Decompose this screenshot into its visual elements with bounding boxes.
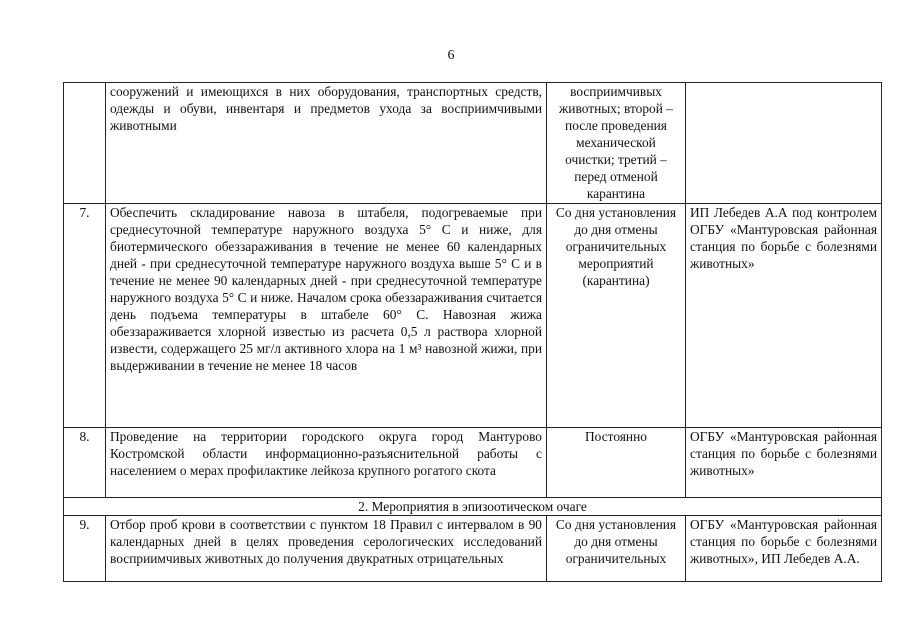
- page-number: 6: [447, 48, 455, 63]
- row-term: Постоянно: [547, 428, 686, 498]
- row-number: 7.: [64, 204, 106, 428]
- row-term: [547, 516, 686, 582]
- row-term: Со дня установления до дня отмены ограничительных мероприятий (карантина): [547, 204, 686, 428]
- row-number: 9.: [64, 516, 106, 582]
- row-number: [64, 83, 106, 204]
- row-number: 8.: [64, 428, 106, 498]
- row-action: [106, 516, 547, 582]
- row-responsible: [686, 83, 882, 204]
- row-responsible: ОГБУ «Мантуровская районная станция по борьбе с болезнями животных»: [686, 428, 882, 498]
- row-action: Обеспечить складирование навоза в штабеля, подогреваемые при среднесуточной температуре наружного воздуха 5° С и ниже, для биотермического обеззараживания в течение не менее 60 календарных дней - при среднесуточной температуре наружного воздуха выше 5° С и в течение не менее 90 календарных дней - при среднесуточной температуре наружного воздуха 5° С и ниже. Началом срока обеззараживания считается день подъема температуры в штабеле 60° С. Навозная жижа обеззараживается хлорной известью из расчета 0,5 л раствора хлорной извести, содержащего 25 мг/л активного хлора на 1 м³ навозной жижи, при выдерживании в течение не менее 18 часов: [106, 204, 547, 428]
- section-header-row: [64, 498, 882, 516]
- table-row: [64, 428, 882, 498]
- row-action: сооружений и имеющихся в них оборудования, транспортных средств, одежды и обуви, инвентаря и предметов ухода за восприимчивыми животными: [106, 83, 547, 204]
- row-responsible: ОГБУ «Мантуровская районная станция по борьбе с болезнями животных», ИП Лебедев А.А.: [686, 516, 882, 582]
- row-action: Проведение на территории городского округа город Мантурово Костромской области информационно-разъяснительной работы с населением о мерах профилактике лейкоза крупного рогатого скота: [106, 428, 547, 498]
- table-row: [64, 83, 882, 204]
- row-term: восприимчивых животных; второй – после проведения механической очистки; третий – перед отменой карантина: [547, 83, 686, 204]
- table-row: [64, 204, 882, 428]
- row-responsible: ИП Лебедев А.А под контролем ОГБУ «Мантуровская районная станция по борьбе с болезнями животных»: [686, 204, 882, 428]
- table-row: [64, 516, 882, 582]
- measures-table: [63, 82, 882, 582]
- row-action-text: Отбор проб крови в соответствии с пунктом 18 Правил с интервалом в 90 календарных дней в целях проведения серологических исследований восприимчивых животных до получения двукратных отрицательных: [110, 517, 542, 566]
- section-header: 2. Мероприятия в эпизоотическом очаге: [64, 498, 882, 516]
- row-term-text: Со дня установления до дня отмены ограничительных: [555, 517, 677, 566]
